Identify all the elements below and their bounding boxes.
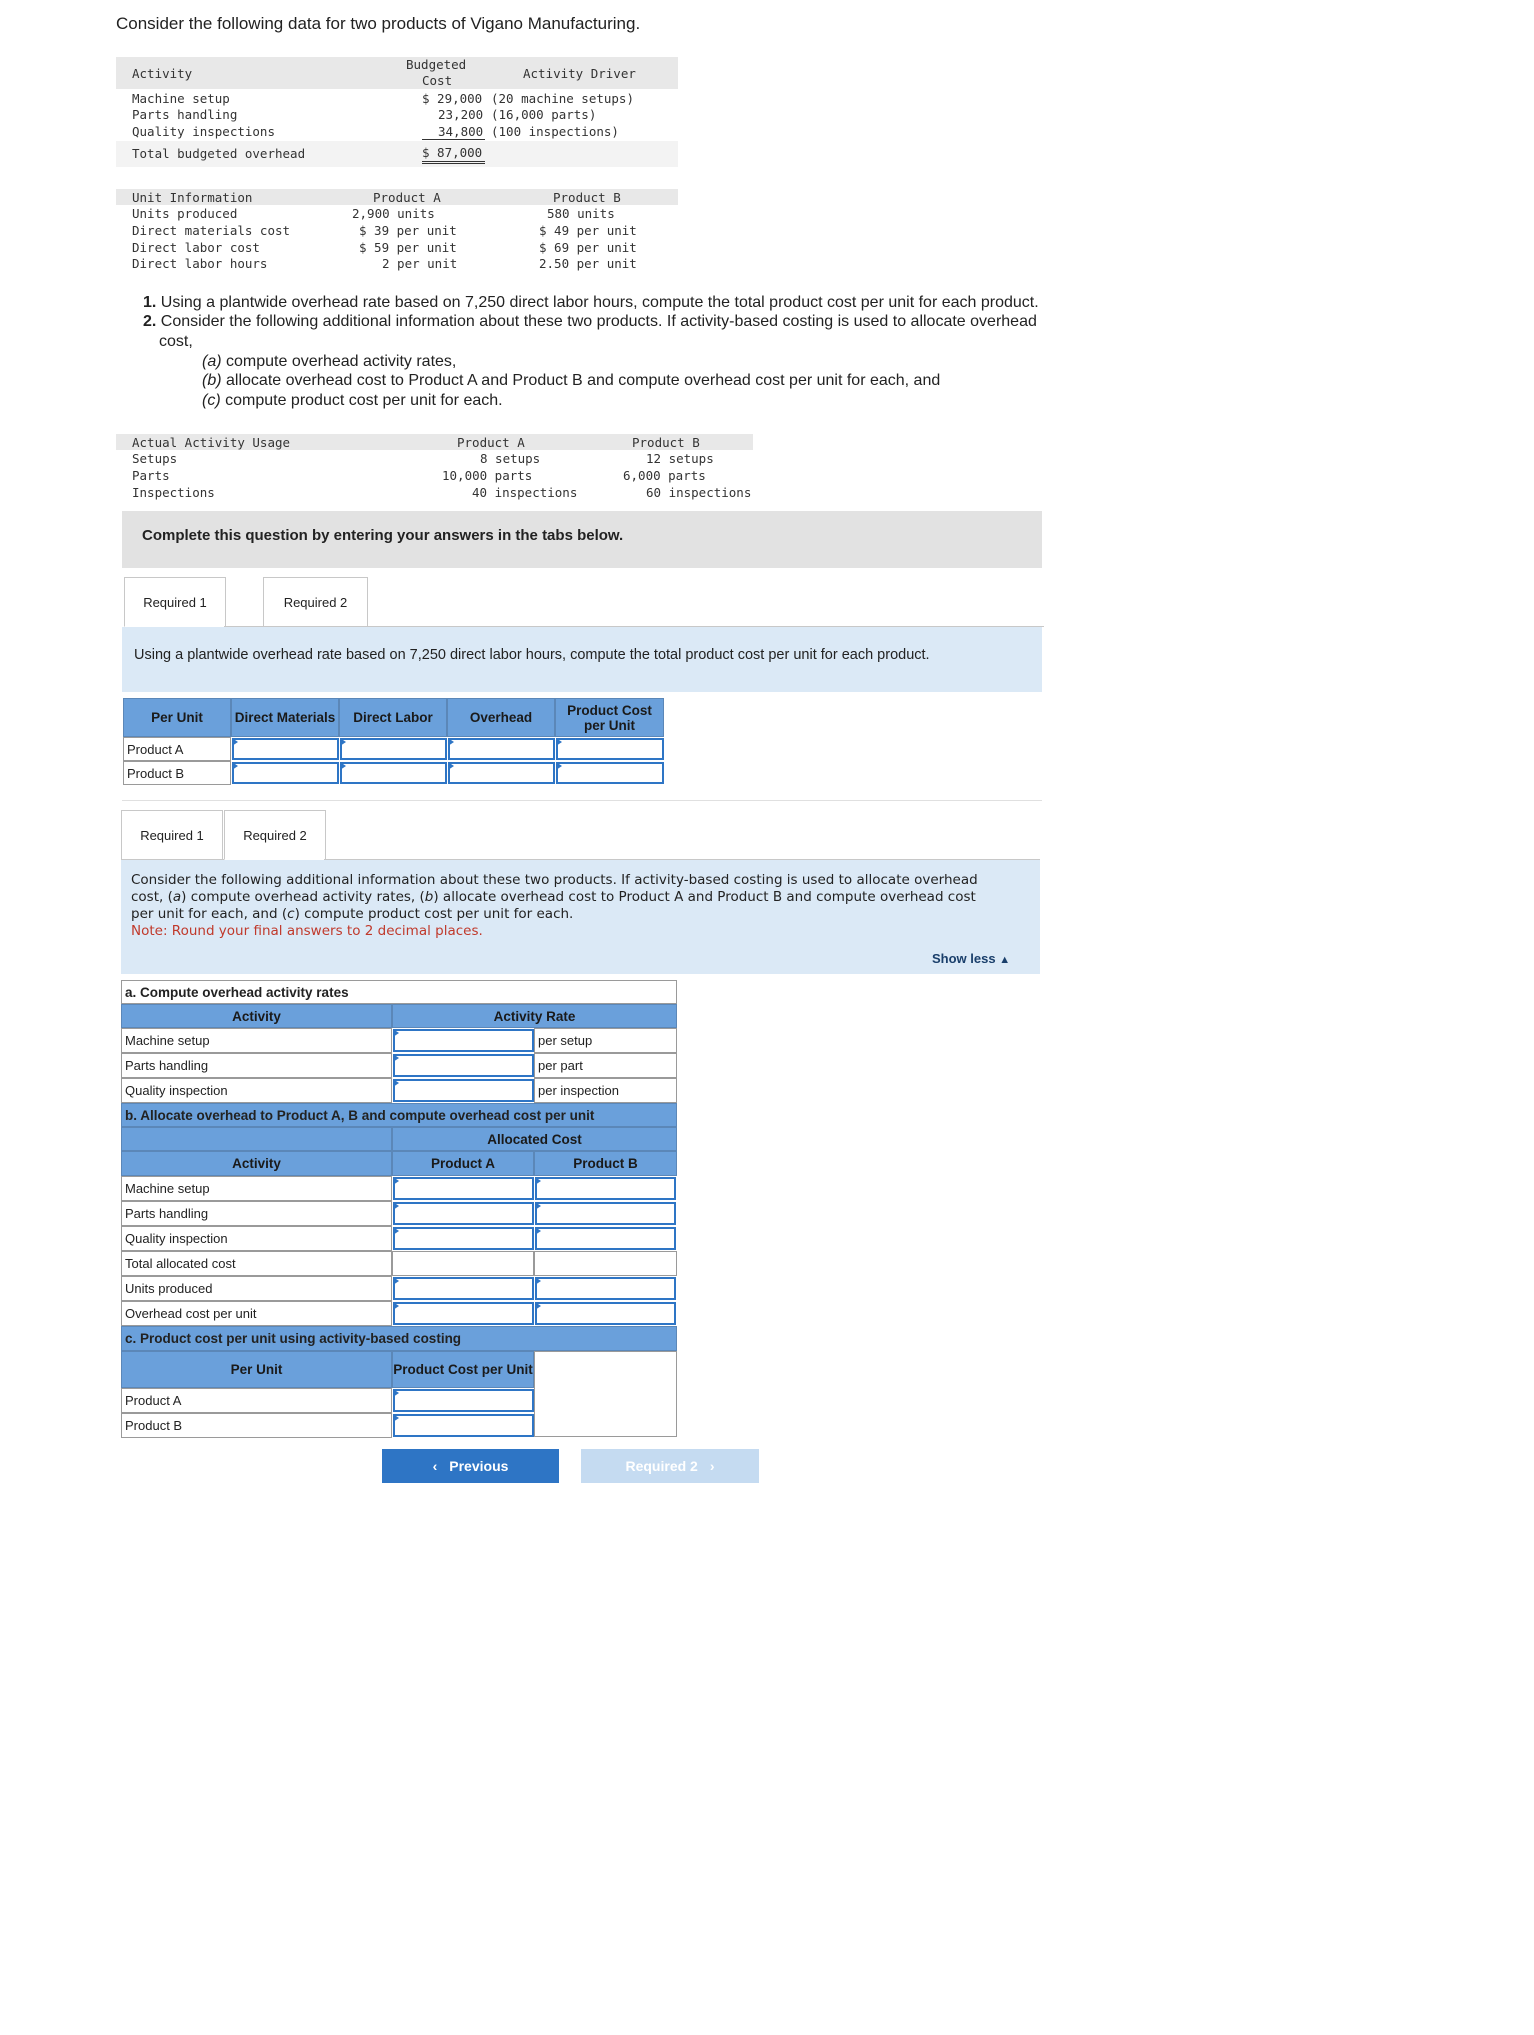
product-b-value: 60 inspections	[646, 485, 752, 500]
product-b-value: 12 setups	[646, 451, 714, 466]
activity-driver: (100 inspections)	[491, 124, 619, 139]
sub-b-label: (b)	[202, 372, 222, 389]
activity-name: Quality inspections	[132, 124, 275, 139]
row-label: Parts	[132, 468, 170, 483]
header-activity: Activity	[132, 66, 193, 81]
total-label: Total budgeted overhead	[132, 146, 306, 161]
product-a-value: $ 39 per unit	[359, 223, 457, 238]
section-a-title: a. Compute overhead activity rates	[121, 980, 677, 1004]
text: a	[172, 889, 182, 905]
product-a-value: $ 59 per unit	[359, 240, 457, 255]
row-label: Units produced	[132, 206, 238, 221]
header-activity: Activity	[121, 1151, 392, 1176]
product-a-value: 8 setups	[480, 451, 541, 466]
product-a-header: Product A	[457, 435, 525, 450]
req2-instruction-line1: Consider the following additional information about these two products. If activity-based costing is used to allocate overhead	[131, 872, 978, 888]
row-label: Direct labor hours	[132, 256, 268, 271]
total-double-line	[422, 161, 485, 164]
tab-required-1[interactable]: Required 1	[124, 577, 226, 627]
header-product-a: Product A	[392, 1151, 534, 1176]
input-overhead-per-unit-b[interactable]	[535, 1302, 676, 1325]
product-a-value: 2 per unit	[382, 256, 458, 271]
input-abc-cost-a[interactable]	[393, 1389, 534, 1412]
input-product-a-direct-labor[interactable]	[340, 738, 447, 760]
product-b-header: Product B	[553, 190, 621, 205]
input-product-b-direct-labor[interactable]	[340, 762, 447, 784]
header-product-cost: Product Cost per Unit	[555, 698, 664, 737]
tab-label: Required 2	[243, 827, 307, 843]
text: ) compute product cost per unit for each.	[294, 906, 574, 922]
q2-number: 2.	[143, 313, 157, 330]
total-allocated-a	[392, 1251, 534, 1276]
instructions-text: Complete this question by entering your answers in the tabs below.	[142, 527, 624, 544]
header-direct-labor: Direct Labor	[339, 698, 447, 737]
req1-instruction-box	[122, 627, 1042, 692]
section-c-title: c. Product cost per unit using activity-based costing	[121, 1326, 677, 1351]
product-b-value: $ 49 per unit	[539, 223, 637, 238]
product-a-header: Product A	[373, 190, 441, 205]
activity-name: Quality inspection	[121, 1078, 392, 1103]
chevron-right-icon: ›	[709, 1458, 715, 1474]
sub-a-text: compute overhead activity rates,	[226, 353, 457, 370]
activity-name: Machine setup	[121, 1176, 392, 1201]
units-produced-label: Units produced	[121, 1276, 392, 1301]
text: b	[424, 889, 434, 905]
rate-unit: per part	[534, 1053, 677, 1078]
activity-name: Machine setup	[132, 91, 230, 106]
rate-unit: per setup	[534, 1028, 677, 1053]
tab-required-1[interactable]	[121, 810, 223, 860]
row-label-product-a: Product A	[121, 1388, 392, 1413]
chevron-left-icon: ‹	[432, 1458, 438, 1474]
req2-instruction-box	[121, 860, 1040, 974]
q1-number: 1.	[143, 294, 157, 311]
total-allocated-b	[534, 1251, 677, 1276]
input-product-b-overhead[interactable]	[448, 762, 555, 784]
input-product-a-direct-materials[interactable]	[232, 738, 339, 760]
next-label: Required 2	[625, 1458, 698, 1474]
header-per-unit: Per Unit	[121, 1351, 392, 1388]
input-alloc-b-parts-handling[interactable]	[535, 1202, 676, 1225]
product-b-value: 6,000 parts	[623, 468, 706, 483]
activity-name: Machine setup	[121, 1028, 392, 1053]
sub-a-label: (a)	[202, 353, 222, 370]
input-alloc-b-machine-setup[interactable]	[535, 1177, 676, 1200]
overhead-per-unit-label: Overhead cost per unit	[121, 1301, 392, 1326]
tab-required-2[interactable]	[224, 810, 326, 860]
text: cost, (	[131, 889, 173, 905]
sub-c-text: compute product cost per unit for each.	[225, 392, 503, 409]
rate-unit: per inspection	[534, 1078, 677, 1103]
budgeted-cost: 23,200	[438, 107, 484, 122]
input-rate-machine-setup[interactable]	[393, 1029, 534, 1052]
text: ) compute overhead activity rates, (	[181, 889, 425, 905]
header-product-b: Product B	[534, 1151, 677, 1176]
activity-name: Parts handling	[121, 1053, 392, 1078]
input-abc-cost-b[interactable]	[393, 1414, 534, 1437]
subtotal-line	[422, 139, 485, 140]
text: ) allocate overhead cost to Product A and Product B and compute overhead cost	[433, 889, 976, 905]
activity-driver: (20 machine setups)	[491, 91, 634, 106]
activity-name: Parts handling	[121, 1201, 392, 1226]
header-activity: Activity	[121, 1004, 392, 1028]
tab-label: Required 1	[140, 827, 204, 843]
q2-text: Consider the following additional information about these two products. If activity-based costing is used to allocate overhead	[160, 313, 1037, 330]
sub-c-label: (c)	[202, 392, 221, 409]
product-a-value: 40 inspections	[472, 485, 578, 500]
caret-up-icon: ▲	[999, 954, 1011, 966]
input-product-b-product-cost[interactable]	[556, 762, 664, 784]
total-allocated-label: Total allocated cost	[121, 1251, 392, 1276]
intro-text: Consider the following data for two products of Vigano Manufacturing.	[116, 14, 641, 33]
instructions-banner	[122, 511, 1042, 568]
input-overhead-per-unit-a[interactable]	[393, 1302, 534, 1325]
row-label: Direct materials cost	[132, 223, 291, 238]
row-label-product-b: Product B	[123, 761, 231, 785]
section-b-title: b. Allocate overhead to Product A, B and compute overhead cost per unit	[121, 1103, 677, 1127]
input-product-a-overhead[interactable]	[448, 738, 555, 760]
header-activity-rate: Activity Rate	[392, 1004, 677, 1028]
header-budgeted: Budgeted	[406, 57, 467, 72]
tab-required-2[interactable]	[263, 577, 368, 627]
total-cost: $ 87,000	[422, 145, 483, 160]
q1-text: Using a plantwide overhead rate based on 7,250 direct labor hours, compute the total product cost per unit for each product.	[160, 294, 1039, 311]
req2-note: Note: Round your final answers to 2 decimal places.	[131, 923, 483, 939]
activity-driver: (16,000 parts)	[491, 107, 597, 122]
tab-label: Required 2	[283, 594, 348, 610]
show-less-label: Show less	[932, 951, 996, 966]
header-overhead: Overhead	[447, 698, 555, 737]
product-b-value: $ 69 per unit	[539, 240, 637, 255]
next-button[interactable]	[581, 1449, 759, 1483]
header-product-cost: Product Cost per Unit	[392, 1351, 534, 1388]
input-alloc-a-parts-handling[interactable]	[393, 1202, 534, 1225]
product-a-value: 10,000 parts	[442, 468, 533, 483]
row-label: Direct labor cost	[132, 240, 260, 255]
unit-info-header: Unit Information	[132, 190, 253, 205]
header-allocated-cost: Allocated Cost	[392, 1127, 677, 1151]
input-product-a-product-cost[interactable]	[556, 738, 664, 760]
input-units-a[interactable]	[393, 1277, 534, 1300]
usage-header: Actual Activity Usage	[132, 435, 291, 450]
input-alloc-b-quality-inspection[interactable]	[535, 1227, 676, 1250]
sub-b-text: allocate overhead cost to Product A and Product B and compute overhead cost per unit for each, and	[226, 372, 941, 389]
input-rate-parts-handling[interactable]	[393, 1054, 534, 1077]
header-cost: Cost	[422, 73, 453, 88]
activity-name: Parts handling	[132, 107, 238, 122]
row-label-product-b: Product B	[121, 1413, 392, 1438]
input-alloc-a-machine-setup[interactable]	[393, 1177, 534, 1200]
section-divider	[122, 800, 1042, 801]
show-less-link[interactable]	[932, 950, 1010, 969]
text: c	[287, 906, 295, 922]
input-alloc-a-quality-inspection[interactable]	[393, 1227, 534, 1250]
product-b-value: 2.50 per unit	[539, 256, 637, 271]
input-rate-quality-inspection[interactable]	[393, 1079, 534, 1102]
row-label: Setups	[132, 451, 178, 466]
req1-instruction: Using a plantwide overhead rate based on 7,250 direct labor hours, compute the total product cost per unit for each product.	[134, 647, 930, 663]
budgeted-cost: 34,800	[438, 124, 484, 139]
input-product-b-direct-materials[interactable]	[232, 762, 339, 784]
input-units-b[interactable]	[535, 1277, 676, 1300]
budgeted-cost: $ 29,000	[422, 91, 483, 106]
product-a-value: 2,900 units	[352, 206, 435, 221]
product-b-header: Product B	[632, 435, 700, 450]
activity-name: Quality inspection	[121, 1226, 392, 1251]
req2-instruction-line3	[131, 906, 573, 923]
previous-button[interactable]	[382, 1449, 559, 1483]
req2-instruction-line2	[131, 889, 976, 906]
previous-label: Previous	[449, 1458, 509, 1474]
q2-text-cont: cost,	[159, 333, 193, 350]
header-activity-driver: Activity Driver	[523, 66, 636, 81]
header-direct-materials: Direct Materials	[231, 698, 339, 737]
row-label-product-a: Product A	[123, 737, 231, 761]
header-per-unit: Per Unit	[123, 698, 231, 737]
header-blank	[121, 1127, 392, 1151]
product-b-value: 580 units	[547, 206, 615, 221]
blank-cell	[534, 1351, 677, 1437]
row-label: Inspections	[132, 485, 215, 500]
text: per unit for each, and (	[131, 906, 288, 922]
